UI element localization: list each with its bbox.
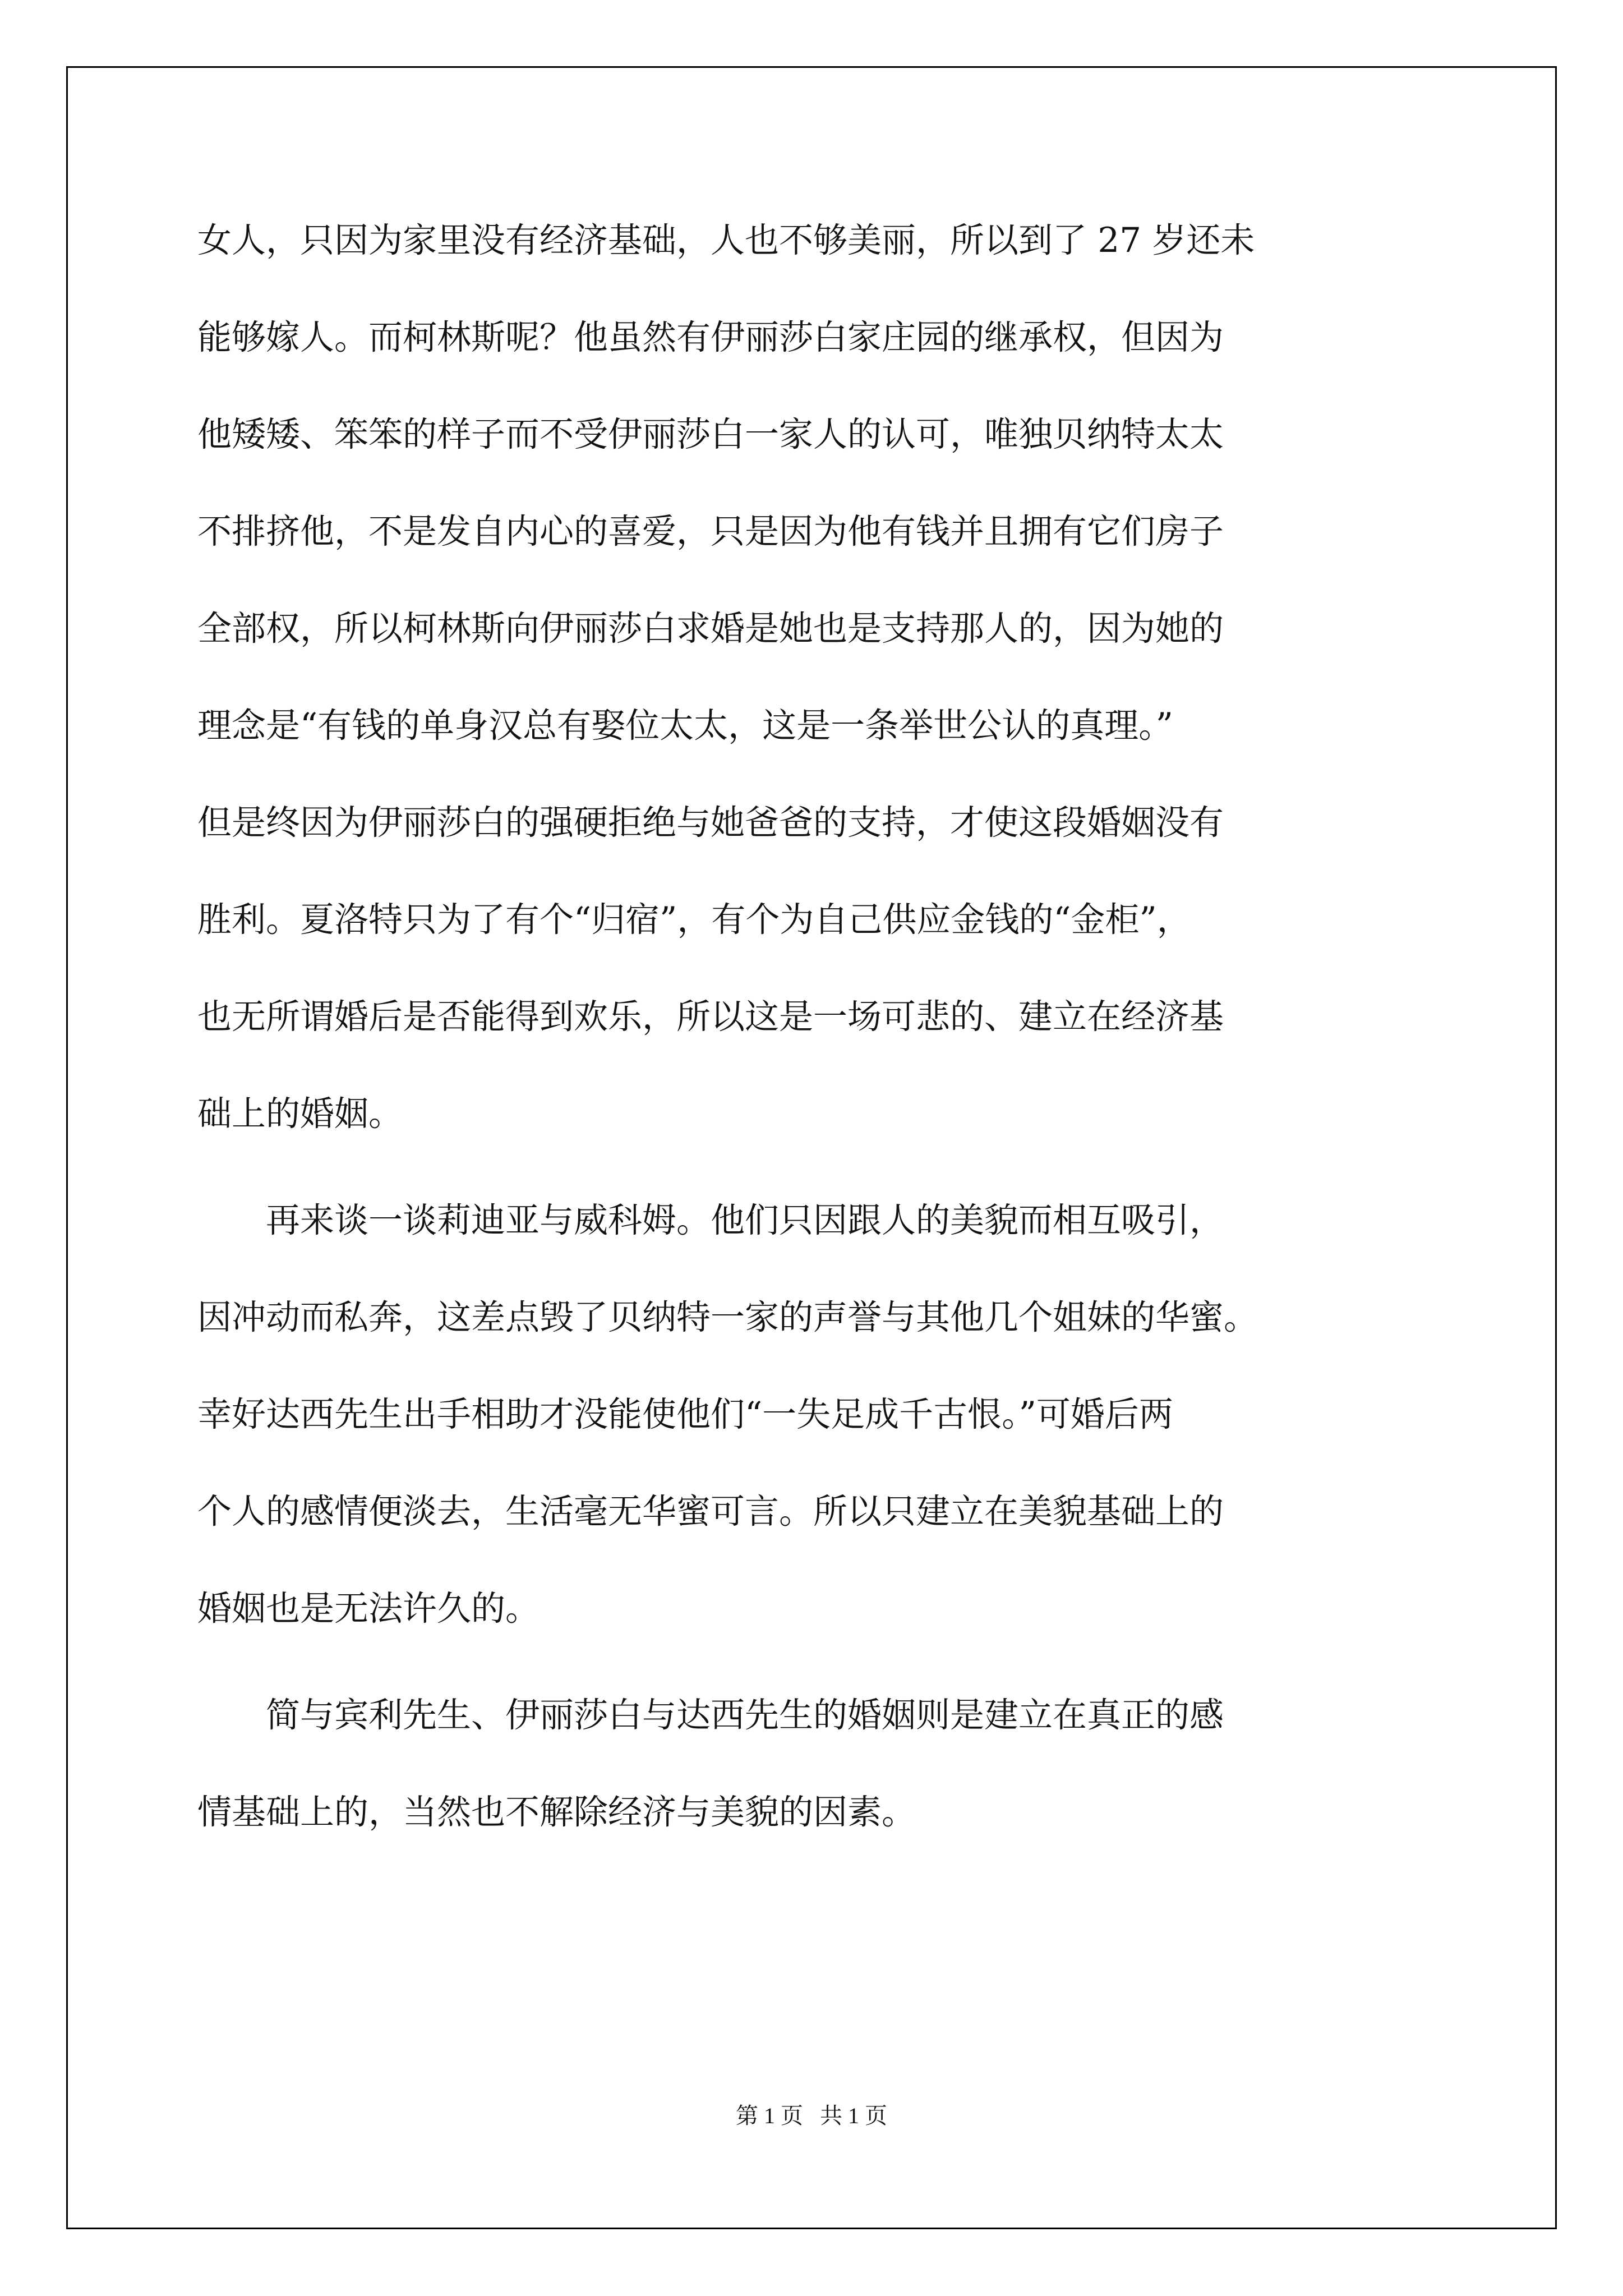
text-line: 理念是“有钱的单身汉总有娶位太太，这是一条举世公认的真理。” (197, 706, 1173, 746)
text-line: 也无所谓婚后是否能得到欢乐，所以这是一场可悲的、建立在经济基 (197, 997, 1224, 1037)
text-line: 胜利。夏洛特只为了有个“归宿”，有个为自己供应金钱的“金柜”， (197, 900, 1191, 940)
text-line: 再来谈一谈莉迪亚与威科姆。他们只因跟人的美貌而相互吸引， (266, 1200, 1224, 1240)
page-number-footer: 第 1 页 共 1 页 (736, 2103, 887, 2128)
text-line: 因冲动而私奔，这差点毁了贝纳特一家的声誉与其他几个姐妹的华蜜。 (197, 1297, 1258, 1337)
text-line: 不排挤他，不是发自内心的喜爱，只是因为他有钱并且拥有它们房子 (197, 512, 1224, 551)
text-line: 全部权，所以柯林斯向伊丽莎白求婚是她也是支持那人的，因为她的 (197, 609, 1224, 648)
document-body (197, 213, 1426, 1881)
text-line: 女人，只因为家里没有经济基础，人也不够美丽，所以到了 27 岁还未 (197, 220, 1255, 260)
text-line: 但是终因为伊丽莎白的强硬拒绝与她爸爸的支持，才使这段婚姻没有 (197, 803, 1224, 843)
text-line: 幸好达西先生出手相助才没能使他们“一失足成千古恨。”可婚后两 (197, 1395, 1173, 1434)
text-line: 础上的婚姻。 (197, 1094, 403, 1134)
text-line: 情基础上的，当然也不解除经济与美貌的因素。 (197, 1792, 916, 1832)
text-line: 能够嫁人。而柯林斯呢？他虽然有伊丽莎白家庄园的继承权，但因为 (197, 318, 1224, 357)
text-line: 个人的感情便淡去，生活毫无华蜜可言。所以只建立在美貌基础上的 (197, 1492, 1224, 1531)
text-line: 简与宾利先生、伊丽莎白与达西先生的婚姻则是建立在真正的感 (266, 1695, 1224, 1735)
text-line: 他矮矮、笨笨的样子而不受伊丽莎白一家人的认可，唯独贝纳特太太 (197, 415, 1224, 454)
text-line: 婚姻也是无法许久的。 (197, 1589, 540, 1628)
